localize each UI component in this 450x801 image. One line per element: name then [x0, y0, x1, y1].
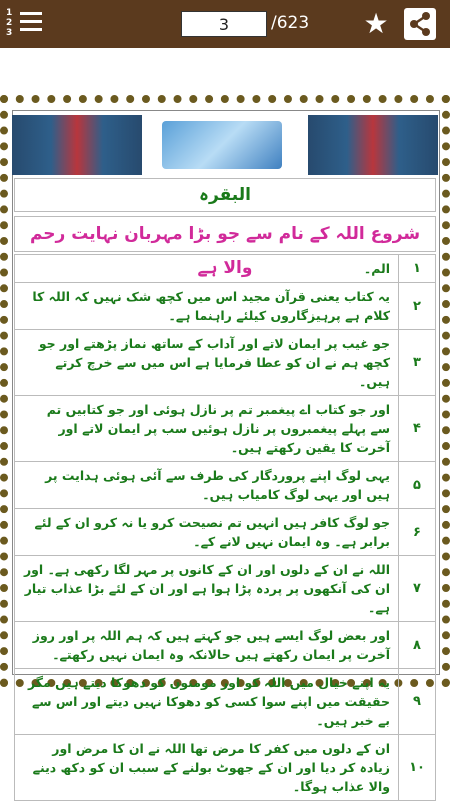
- hamburger-icon: [20, 12, 42, 36]
- verses-table: [14, 254, 436, 801]
- top-toolbar: [0, 0, 450, 48]
- verse-number: ۴: [399, 396, 436, 462]
- quran-image: [162, 121, 282, 169]
- verse-number: ۱۰: [399, 735, 436, 801]
- verse-row: [15, 462, 436, 509]
- verse-number: ۹: [399, 669, 436, 735]
- verse-text: ان کے دلوں میں کفر کا مرض تھا اللہ نے ان کا مرض اور زیادہ کر دیا اور ان کے جھوٹ بولنے کے سبب ان کو دکھ دینے والا عذاب ہوگا۔: [15, 735, 399, 801]
- verse-row: [15, 255, 436, 283]
- verse-number: ۲: [399, 283, 436, 330]
- verse-number: ۷: [399, 556, 436, 622]
- share-button[interactable]: [404, 8, 436, 40]
- share-icon: [404, 8, 436, 40]
- verse-text: الم۔: [15, 255, 399, 283]
- total-pages-label: /623: [271, 13, 310, 33]
- verse-text: یہی لوگ اپنے پروردگار کی طرف سے آئی ہوئی ہدایت پر ہیں اور یہی لوگ کامیاب ہیں۔: [15, 462, 399, 509]
- verse-number: ۱: [399, 255, 436, 283]
- verse-number: ۵: [399, 462, 436, 509]
- verse-row: [15, 283, 436, 330]
- verse-text: اور جو کتاب اے پیغمبر تم پر نازل ہوئی اور جو کتابیں تم سے پہلے پیغمبروں پر نازل ہوئیں سب پر ایمان لاتے اور آخرت کا یقین رکھتے ہیں۔: [15, 396, 399, 462]
- right-ornament: [308, 115, 438, 175]
- surah-title: البقرہ: [14, 178, 436, 212]
- verse-text: یہ اپنے خیال میں اللہ کو اور مومنوں کو دھوکا دیتے ہیں مگر حقیقت میں اپنے سوا کسی کو دھوکا نہیں دیتے اور اس سے بے خبر ہیں۔: [15, 669, 399, 735]
- verse-row: [15, 556, 436, 622]
- star-icon: ★: [363, 7, 389, 40]
- verse-text: اور بعض لوگ ایسے ہیں جو کہتے ہیں کہ ہم اللہ پر اور روز آخرت پر ایمان رکھتے ہیں حالانکہ وہ ایمان نہیں رکھتے۔: [15, 622, 399, 669]
- verse-text: جو لوگ کافر ہیں انہیں تم نصیحت کرو یا نہ کرو ان کے لئے برابر ہے۔ وہ ایمان نہیں لانے کے۔: [15, 509, 399, 556]
- page-number-input[interactable]: [181, 11, 267, 37]
- verse-row: [15, 622, 436, 669]
- verse-row: [15, 396, 436, 462]
- menu-button[interactable]: [6, 8, 46, 40]
- verse-row: [15, 509, 436, 556]
- bookmark-button[interactable]: [360, 8, 392, 40]
- verse-text: یہ کتاب یعنی قرآن مجید اس میں کچھ شک نہیں کہ اللہ کا کلام ہے پرہیزگاروں کیلئے راہنما ہے۔: [15, 283, 399, 330]
- verse-row: [15, 735, 436, 801]
- left-ornament: [12, 115, 142, 175]
- bismillah-text: شروع اللہ کے نام سے جو بڑا مہربان نہایت رحم والا ہے: [14, 216, 436, 252]
- verse-text: جو غیب پر ایمان لاتے اور آداب کے ساتھ نماز پڑھتے اور جو کچھ ہم نے ان کو عطا فرمایا ہے اس میں سے خرچ کرتے ہیں۔: [15, 330, 399, 396]
- verse-row: [15, 669, 436, 735]
- menu-numbers: 1 2 3: [6, 8, 13, 38]
- verse-number: ۳: [399, 330, 436, 396]
- verse-text: اللہ نے ان کے دلوں اور ان کے کانوں پر مہر لگا رکھی ہے۔ اور ان کی آنکھوں پر پردہ پڑا ہوا ہے اور ان کے لئے بڑا عذاب تیار ہے۔: [15, 556, 399, 622]
- verse-row: [15, 330, 436, 396]
- verse-number: ۶: [399, 509, 436, 556]
- verse-number: ۸: [399, 622, 436, 669]
- header-banner: [12, 115, 438, 175]
